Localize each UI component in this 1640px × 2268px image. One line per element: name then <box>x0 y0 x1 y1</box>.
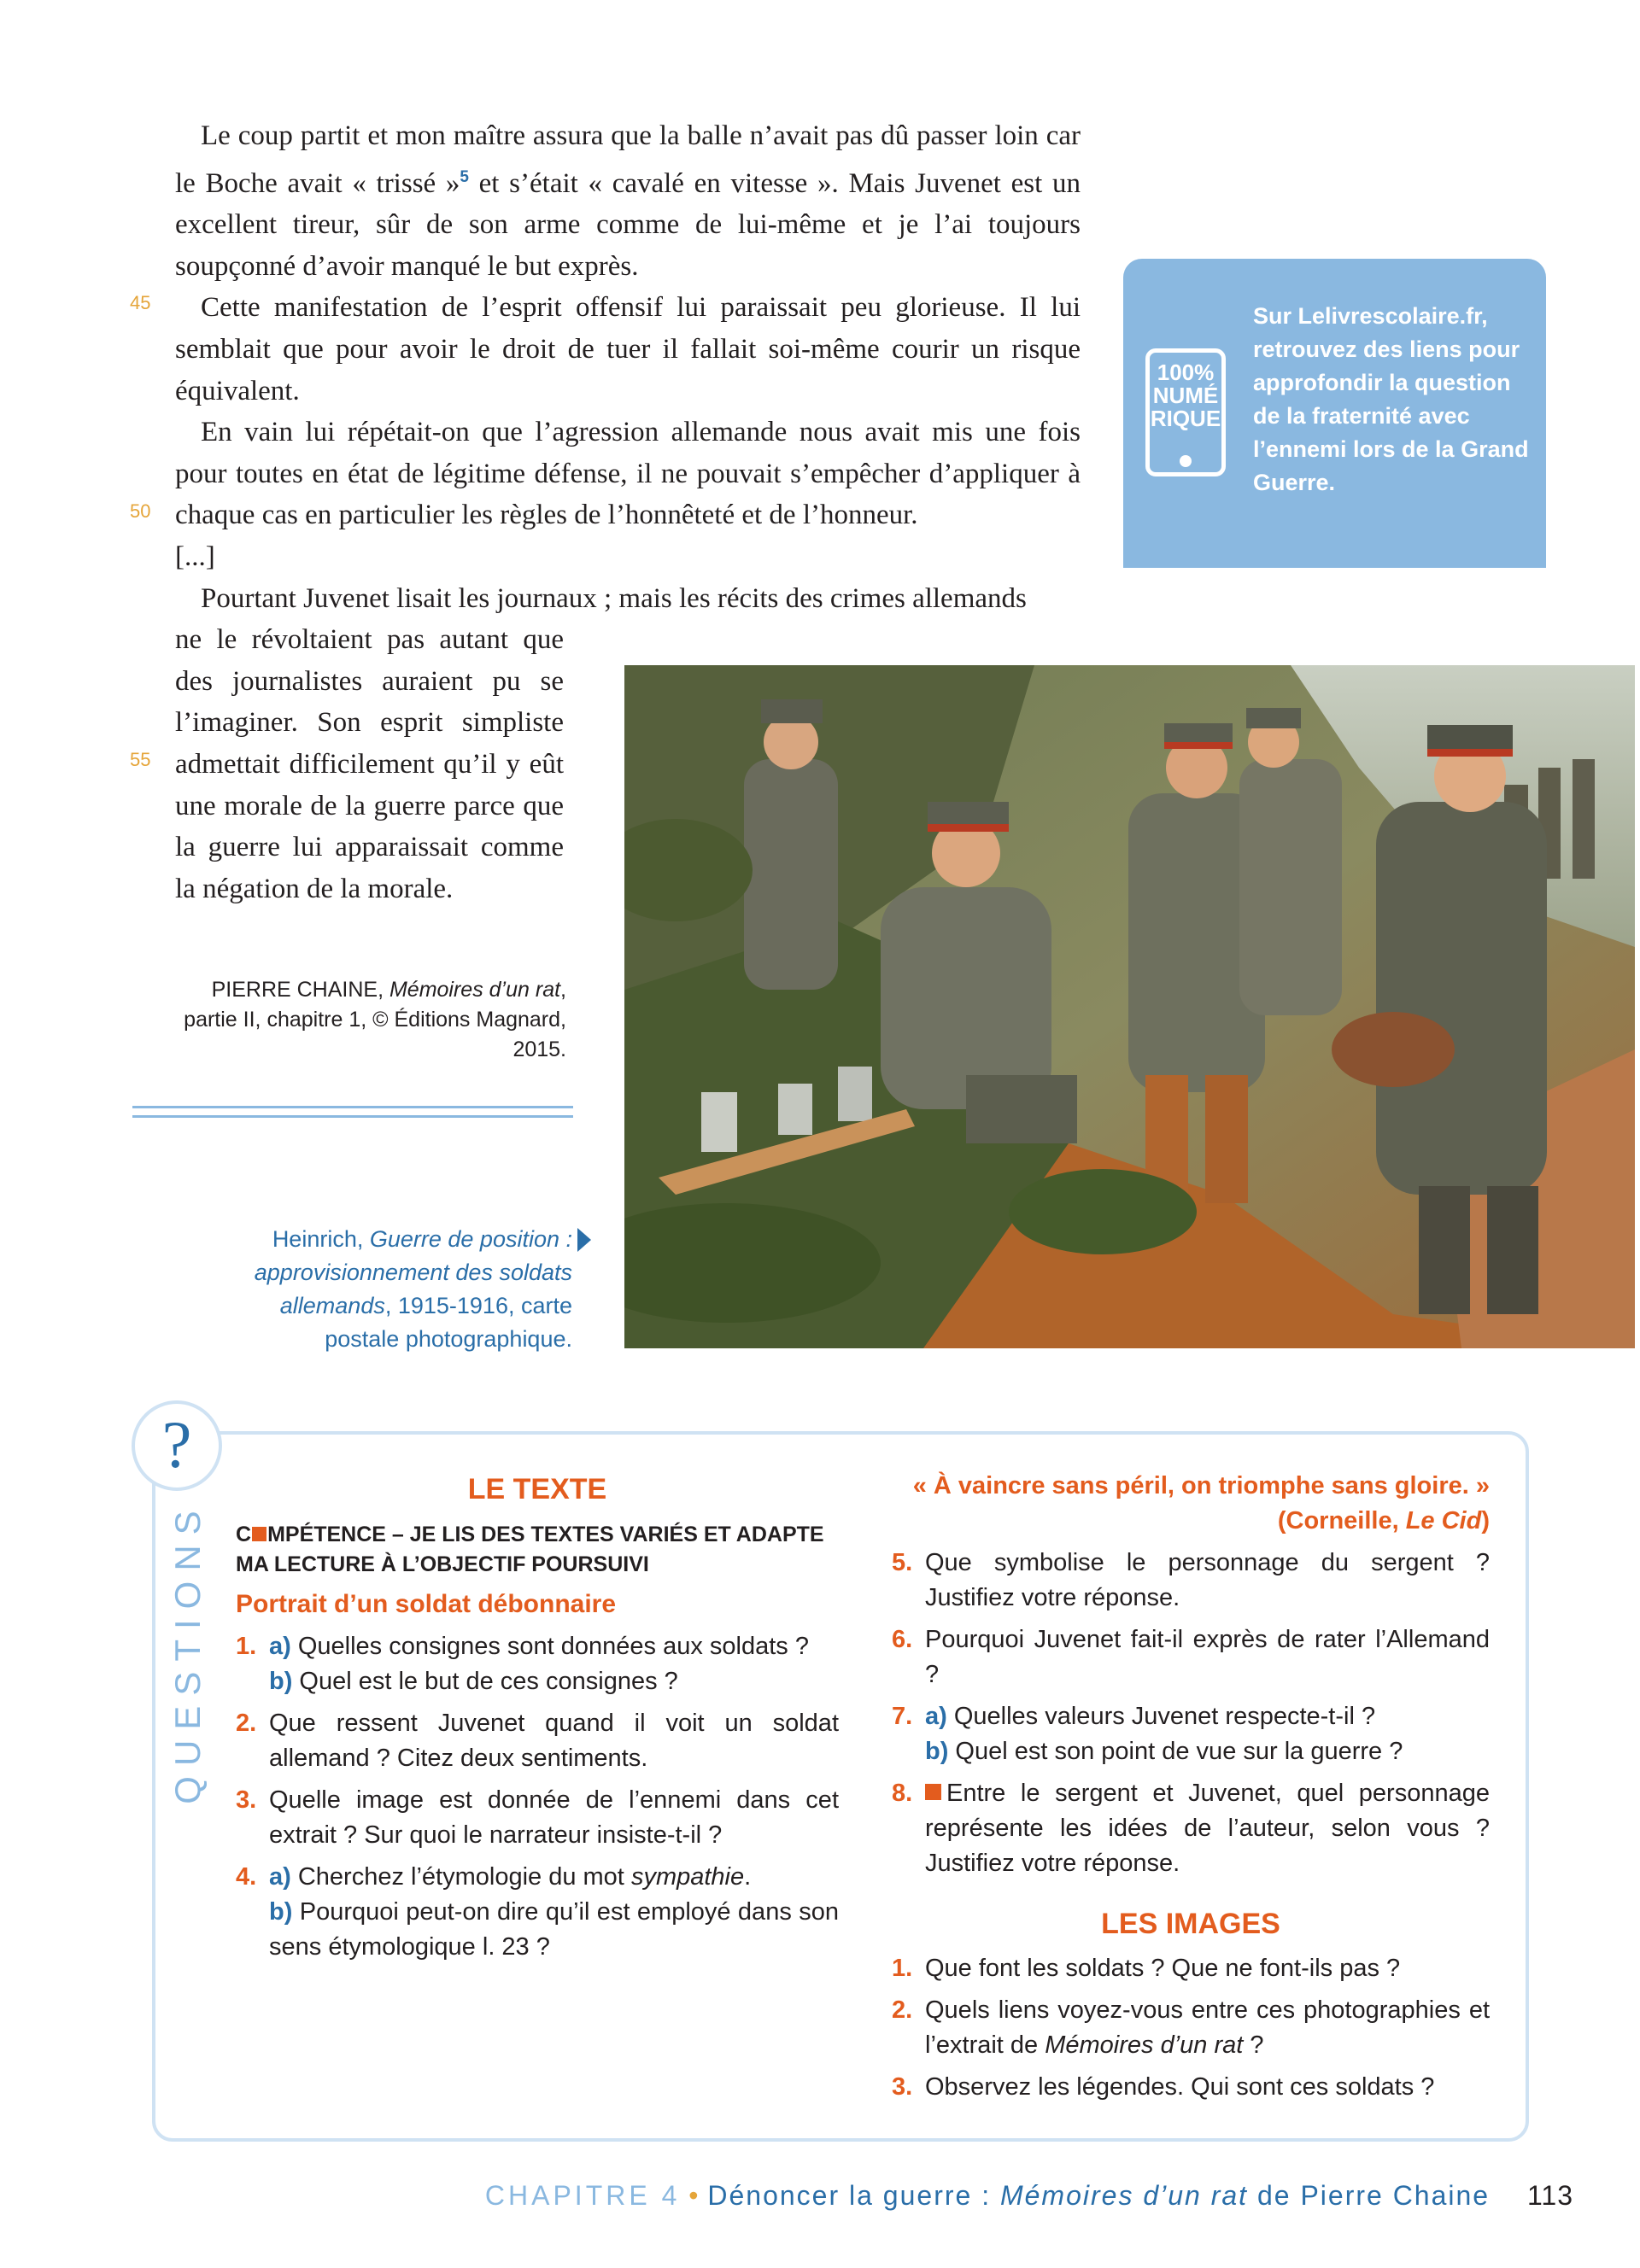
divider-rule <box>132 1106 573 1108</box>
question-1 <box>236 1629 839 1699</box>
question-7 <box>892 1699 1490 1769</box>
question-number: 3. <box>892 2073 913 2101</box>
source-author: PIERRE CHAINE, <box>211 978 390 1002</box>
quote-close: ) <box>1481 1507 1490 1534</box>
question-text: Entre le sergent et Juvenet, quel personnage représente les idées de l’auteur, selon vous ? Justifiez votre réponse. <box>925 1780 1490 1877</box>
competence-line <box>236 1520 839 1580</box>
image-question-3 <box>892 2070 1490 2105</box>
question-number: 2. <box>892 1996 913 2024</box>
question-5 <box>892 1546 1490 1616</box>
question-number: 7. <box>892 1703 913 1730</box>
paragraph-3: En vain lui répétait-on que l’agression allemande nous avait mis une fois pour toutes en état de légitime défense, il ne pouvait s’empêcher d’appliquer à chaque cas en particulier les règles de l’honnêteté et de l’honneur. <box>175 417 1081 531</box>
les-images-heading: LES IMAGES <box>1101 1908 1280 1940</box>
question-number: 1. <box>236 1633 257 1660</box>
line-number-50: 50 <box>130 500 151 522</box>
image-question-1 <box>892 1951 1490 1986</box>
question-number: 8. <box>892 1780 913 1807</box>
quote-author: (Corneille, <box>1277 1507 1406 1534</box>
question-number: 1. <box>892 1955 913 1982</box>
source-work: Mémoires d’un rat <box>389 978 561 1002</box>
image-question-2 <box>892 1993 1490 2063</box>
question-number: 2. <box>236 1710 257 1737</box>
question-text: Quel est son point de vue sur la guerre ? <box>948 1738 1403 1765</box>
paragraph-1 <box>175 115 1081 287</box>
orange-square-icon <box>925 1784 941 1800</box>
question-mark-glyph: ? <box>161 1407 192 1482</box>
competence-c: C <box>236 1523 252 1546</box>
competence-text: MPÉTENCE – JE LIS DES TEXTES VARIÉS ET ADAPTE MA LECTURE À L’OBJECTIF POURSUIVI <box>236 1523 824 1576</box>
footer-title-work: Mémoires d’un rat <box>999 2180 1249 2211</box>
sub-label: b) <box>269 1668 293 1695</box>
badge-line-1: 100% <box>1157 359 1215 385</box>
sub-label: a) <box>269 1863 291 1891</box>
question-work-title: Mémoires d’un rat <box>1045 2031 1244 2059</box>
question-text: Que ressent Juvenet quand il voit un soldat allemand ? Citez deux sentiments. <box>269 1710 839 1772</box>
digital-resources-text: Sur Lelivrescolaire.fr, retrouvez des liens pour approfondir la question de la fraternité avec l’ennemi lors de la Grand Guerre. <box>1253 303 1529 495</box>
source-citation <box>171 975 566 1065</box>
paragraph-1-rest: et s’était « cavalé en vitesse ». Mais Juvenet est un excellent tireur, sûr de son arme comme de lui-même et je l’ai toujours soupçonné d’avoir manqué le but exprès. <box>175 167 1081 282</box>
question-text: Quelles valeurs Juvenet respecte-t-il ? <box>946 1703 1376 1730</box>
orange-square-icon <box>252 1527 266 1541</box>
question-number: 5. <box>892 1549 913 1576</box>
footer-bullet: • <box>688 2180 700 2211</box>
questions-left-column <box>236 1469 839 1965</box>
questions-label-text: QUESTIONS <box>167 1500 208 1804</box>
corneille-quote <box>892 1469 1490 1539</box>
sub-label: a) <box>925 1703 947 1730</box>
question-number: 3. <box>236 1786 257 1814</box>
quote-work: Le Cid <box>1405 1507 1482 1534</box>
question-2 <box>236 1706 839 1776</box>
portrait-subheading: Portrait d’un soldat débonnaire <box>236 1590 617 1618</box>
footer-chapter: CHAPITRE 4 <box>484 2180 681 2211</box>
photo-caption <box>205 1223 572 1356</box>
page-footer <box>485 2180 1573 2212</box>
question-number: 6. <box>892 1626 913 1653</box>
sub-label: a) <box>269 1633 291 1660</box>
footnote-marker[interactable]: 5 <box>460 167 469 186</box>
question-keyword: sympathie <box>630 1863 745 1891</box>
question-text: Quel est le but de ces consignes ? <box>292 1668 678 1695</box>
divider-rule <box>132 1115 573 1118</box>
question-text: ? <box>1243 2031 1264 2059</box>
question-text: Que font les soldats ? Que ne font-ils pas ? <box>925 1955 1401 1982</box>
paragraph-2: Cette manifestation de l’esprit offensif lui paraissait peu glorieuse. Il lui semblait que pour avoir le droit de tuer il fallait soi-même courir un risque équivalent. <box>175 292 1081 406</box>
digital-badge <box>1150 361 1221 430</box>
ellipsis-mark: [...] <box>175 541 215 572</box>
paragraph-4-rest: ne le révoltaient pas autant que des journalistes auraient pu se l’imaginer. Son esprit simpliste admettait difficilement qu’il y eût une morale de la guerre parce que la guerre lui apparaissait comme la négation de la morale. <box>175 624 564 904</box>
digital-resources-box[interactable] <box>1123 259 1546 568</box>
caption-rest: , 1915-1916, carte postale photographique. <box>325 1293 572 1352</box>
question-text: Pourquoi Juvenet fait-il exprès de rater l’Allemand ? <box>925 1626 1490 1688</box>
caption-arrow-icon <box>577 1228 591 1252</box>
paragraph-1-text: Le coup partit et mon maître assura que la balle n’avait pas dû passer loin car le Boche avait « trissé » <box>175 120 1081 199</box>
soldiers-photograph <box>624 665 1635 1348</box>
badge-line-2: NUMÉ <box>1152 383 1219 408</box>
question-text: . <box>744 1863 752 1891</box>
questions-right-column <box>892 1469 1490 2105</box>
paragraph-4-first-line: Pourtant Juvenet lisait les journaux ; mais les récits des crimes allemands <box>201 582 1027 614</box>
phone-button-icon <box>1180 455 1192 467</box>
question-3 <box>236 1783 839 1853</box>
line-number-55: 55 <box>130 749 151 770</box>
source-details: , partie II, chapitre 1, © Éditions Magnard, 2015. <box>184 978 566 1061</box>
page-number: 113 <box>1526 2180 1573 2211</box>
question-text: Que symbolise le personnage du sergent ? Justifiez votre réponse. <box>925 1549 1490 1611</box>
badge-line-3: RIQUE <box>1150 406 1221 431</box>
questions-vertical-label <box>162 1500 214 1804</box>
question-text: Cherchez l’étymologie du mot <box>290 1863 631 1891</box>
question-text: Quelle image est donnée de l’ennemi dans cet extrait ? Sur quoi le narrateur insiste-t-il ? <box>269 1786 839 1849</box>
footer-title-pre: Dénoncer la guerre : <box>707 2180 1000 2211</box>
phone-icon <box>1145 348 1226 476</box>
sub-label: b) <box>269 1898 293 1926</box>
question-text: Pourquoi peut-on dire qu’il est employé dans son sens étymologique l. 23 ? <box>269 1898 839 1961</box>
question-8 <box>892 1776 1490 1881</box>
question-text: Quelles consignes sont données aux soldats ? <box>290 1633 809 1660</box>
question-number: 4. <box>236 1863 257 1891</box>
question-text: Observez les légendes. Qui sont ces soldats ? <box>925 2073 1435 2101</box>
question-4 <box>236 1860 839 1965</box>
quote-text: « À vaincre sans péril, on triomphe sans gloire. » <box>912 1472 1490 1499</box>
question-text: Quels liens voyez-vous entre ces photographies et l’extrait de <box>925 1996 1490 2059</box>
line-number-45: 45 <box>130 292 151 313</box>
footer-title-post: de Pierre Chaine <box>1248 2180 1491 2211</box>
quote-attribution <box>892 1504 1490 1539</box>
footer-title <box>707 2180 1490 2211</box>
question-mark-icon <box>132 1400 222 1491</box>
caption-title: Guerre de position : approvisionnement des soldats allemands <box>254 1226 572 1318</box>
sub-label: b) <box>925 1738 949 1765</box>
caption-artist: Heinrich, <box>272 1226 370 1252</box>
question-6 <box>892 1622 1490 1692</box>
le-texte-heading: LE TEXTE <box>467 1473 607 1505</box>
